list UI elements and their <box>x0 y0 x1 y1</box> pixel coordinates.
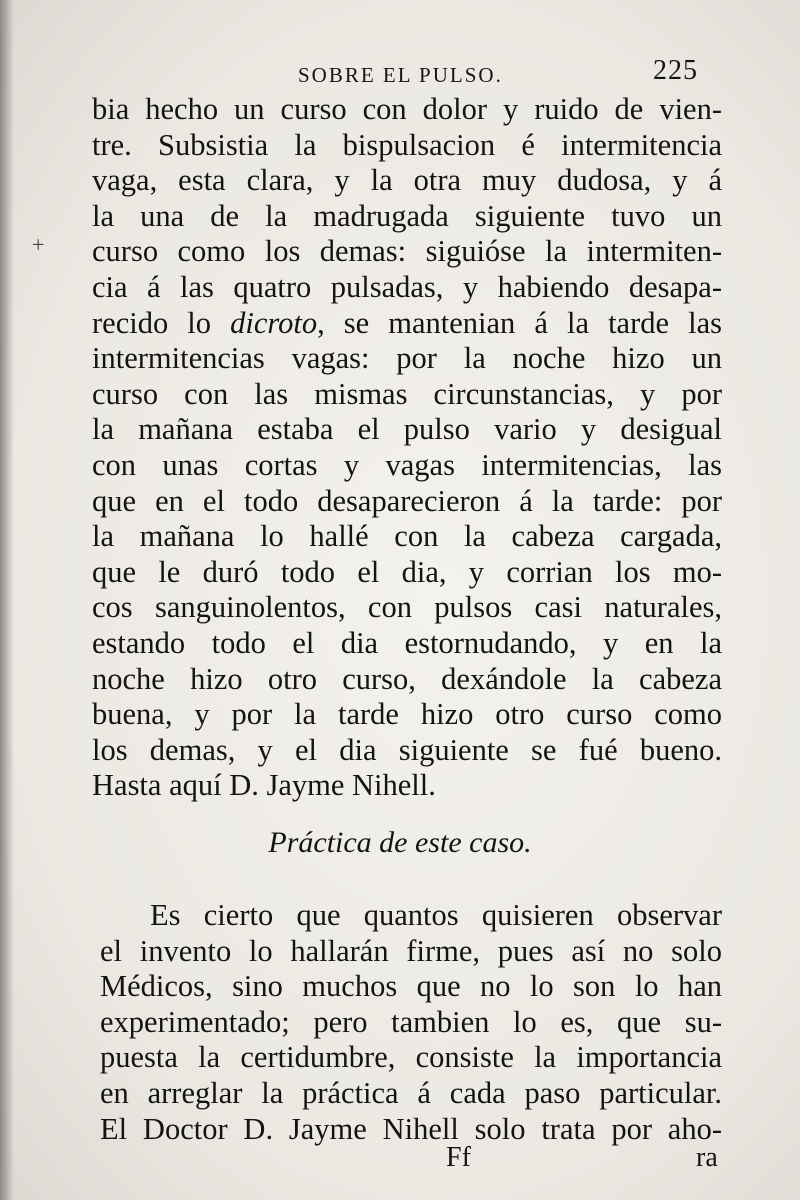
text-line: El Doctor D. Jayme Nihell solo trata por aho- <box>100 1111 722 1146</box>
page-gutter-shadow <box>0 0 14 1200</box>
text-line: cia á las quatro pulsadas, y habiendo desapa- <box>92 269 722 304</box>
text-line: tre. Subsistia la bispulsacion é intermitencia <box>92 127 722 162</box>
margin-mark: + <box>32 232 45 257</box>
text-line: la una de la madrugada siguiente tuvo un <box>92 198 722 233</box>
text-line: Hasta aquí D. Jayme Nihell. <box>92 768 436 803</box>
signature-mark: Ff <box>446 1142 471 1173</box>
text-segment: , se mantenian á la tarde las <box>317 305 722 340</box>
text-line: buena, y por la tarde hizo otro curso como <box>92 697 722 732</box>
text-line: bia hecho un curso con dolor y ruido de vien- <box>92 92 722 126</box>
text-line: vaga, esta clara, y la otra muy dudosa, y á <box>92 163 722 198</box>
catchword: ra <box>696 1142 718 1173</box>
text-line: que en el todo desaparecieron á la tarde: por <box>92 483 722 518</box>
text-line: puesta la certidumbre, consiste la importancia <box>100 1040 722 1075</box>
text-line: experimentado; pero tambien lo es, que su- <box>100 1004 722 1039</box>
text-line: en arreglar la práctica á cada paso particular. <box>100 1075 722 1110</box>
text-line: noche hizo otro curso, dexándole la cabeza <box>92 661 722 696</box>
text-line: Médicos, sino muchos que no lo son lo han <box>100 969 722 1004</box>
section-heading: Práctica de este caso. <box>268 826 532 859</box>
text-line: la mañana estaba el pulso vario y desigual <box>92 412 722 447</box>
text-line: intermitencias vagas: por la noche hizo un <box>92 341 722 376</box>
text-line: la mañana lo hallé con la cabeza cargada, <box>92 519 722 554</box>
text-line: con unas cortas y vagas intermitencias, las <box>92 447 722 482</box>
running-head <box>92 55 720 95</box>
text-line: cos sanguinolentos, con pulsos casi naturales, <box>92 590 722 625</box>
running-title: SOBRE EL PULSO. <box>298 63 503 87</box>
text-line: los demas, y el dia siguiente se fué bueno. <box>92 732 722 767</box>
text-line-with-italic <box>92 306 722 342</box>
text-segment: recido lo <box>92 305 212 340</box>
page-number: 225 <box>653 55 698 86</box>
text-line: curso con las mismas circunstancias, y por <box>92 376 722 411</box>
text-line: curso como los demas: siguióse la intermiten- <box>92 234 722 269</box>
paragraph-1 <box>92 92 722 804</box>
text-line: estando todo el dia estornudando, y en la <box>92 625 722 660</box>
paragraph-2 <box>100 898 722 1147</box>
text-line: el invento lo hallarán firme, pues así no solo <box>100 933 722 968</box>
italic-term: dicroto <box>230 305 318 340</box>
text-line: Es cierto que quantos quisieren observar <box>150 898 722 932</box>
text-line: que le duró todo el dia, y corrian los mo- <box>92 554 722 589</box>
